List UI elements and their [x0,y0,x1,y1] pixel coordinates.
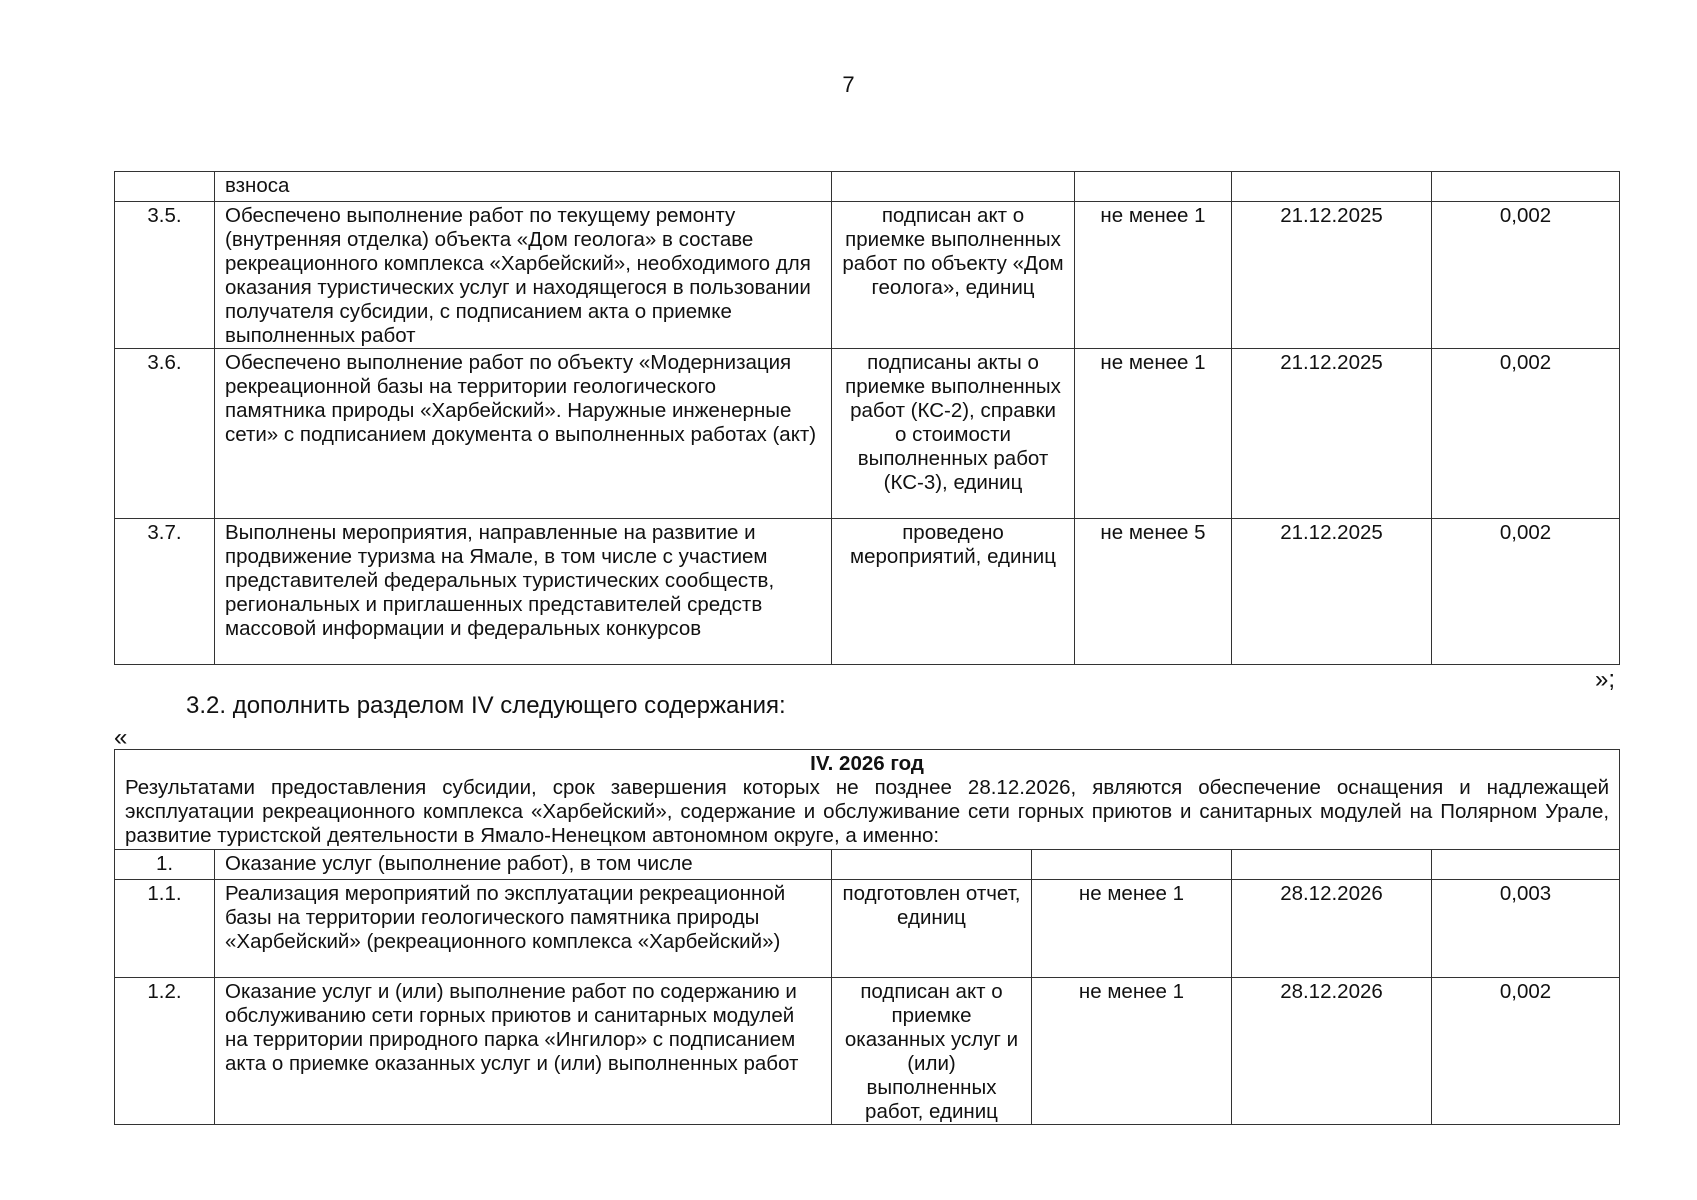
row-number: 1. [115,850,215,880]
deadline-date: 21.12.2025 [1232,519,1432,665]
indicator-name: подписан акт о приемке выполненных работ по объекту «Дом геолога», единиц [832,202,1075,349]
indicator-name: проведено мероприятий, единиц [832,519,1075,665]
indicator-name: подготовлен отчет, единиц [832,880,1032,978]
weight-coefficient: 0,002 [1432,519,1620,665]
section-title: IV. 2026 год [810,752,924,775]
result-description: Обеспечено выполнение работ по текущему ремонту (внутренняя отделка) объекта «Дом геолога» в составе рекреационного комплекса «Харбейский», необходимого для оказания туристических услуг и находящегося в пользовании получателя субсидии, с подписанием акта о приемке выполненных работ [215,202,832,349]
deadline-date: 28.12.2026 [1232,880,1432,978]
amendment-text: 3.2. дополнить разделом IV следующего содержания: [186,692,786,719]
row-number: 3.7. [115,519,215,665]
result-description: Оказание услуг (выполнение работ), в том числе [215,850,832,880]
row-number: 1.1. [115,880,215,978]
section-header-row [115,750,1620,850]
weight-coefficient [1432,172,1620,202]
section-intro: Результатами предоставления субсидии, срок завершения которых не позднее 28.12.2026, являются обеспечение оснащения и надлежащей эксплуатации рекреационного комплекса «Харбейский», содержание и обслуживание сети горных приютов и санитарных модулей на Полярном Урале, развитие туристской деятельности в Ямало-Ненецком автономном округе, а именно: [125,776,1610,847]
result-description: Реализация мероприятий по эксплуатации рекреационной базы на территории геологического памятника природы «Харбейский» (рекреационного комплекса «Харбейский») [215,880,832,978]
deadline-date: 28.12.2026 [1232,978,1432,1125]
result-description: Оказание услуг и (или) выполнение работ по содержанию и обслуживанию сети горных приютов и санитарных модулей на территории природного парка «Ингилор» с подписанием акта о приемке оказанных услуг и (или) выполненных работ [215,978,832,1125]
indicator-name: подписан акт о приемке оказанных услуг и (или) выполненных работ, единиц [832,978,1032,1125]
weight-coefficient: 0,002 [1432,202,1620,349]
indicator-value: не менее 5 [1075,519,1232,665]
indicator-value: не менее 1 [1075,349,1232,519]
result-description: Выполнены мероприятия, направленные на развитие и продвижение туризма на Ямале, в том числе с участием представителей федеральных туристических сообществ, региональных и приглашенных представителей средств массовой информации и федеральных конкурсов [215,519,832,665]
section-header [115,750,1620,850]
table-row [115,850,1620,880]
table-row [115,978,1620,1125]
page-number: 7 [842,72,855,97]
indicator-value: не менее 1 [1032,880,1232,978]
indicator-name: подписаны акты о приемке выполненных работ (КС-2), справки о стоимости выполненных работ (КС-3), единиц [832,349,1075,519]
result-description: взноса [215,172,832,202]
row-number: 3.6. [115,349,215,519]
indicator-value: не менее 1 [1032,978,1232,1125]
deadline-date: 21.12.2025 [1232,202,1432,349]
table-row [115,349,1620,519]
indicator-name [832,850,1032,880]
deadline-date: 21.12.2025 [1232,349,1432,519]
weight-coefficient: 0,002 [1432,978,1620,1125]
indicator-name [832,172,1075,202]
opening-quote: « [114,724,128,751]
deadline-date [1232,850,1432,880]
table-row [115,202,1620,349]
indicator-value [1075,172,1232,202]
closing-quote: »; [1595,666,1616,693]
results-table-continuation [114,171,1620,665]
table-row [115,519,1620,665]
indicator-value [1032,850,1232,880]
result-description: Обеспечено выполнение работ по объекту «Модернизация рекреационной базы на территории геологического памятника природы «Харбейский». Наружные инженерные сети» с подписанием документа о выполненных работах (акт) [215,349,832,519]
section-iv-table [114,749,1620,1125]
weight-coefficient [1432,850,1620,880]
weight-coefficient: 0,002 [1432,349,1620,519]
row-number: 3.5. [115,202,215,349]
weight-coefficient: 0,003 [1432,880,1620,978]
table-row [115,880,1620,978]
row-number: 1.2. [115,978,215,1125]
table-row [115,172,1620,202]
row-number [115,172,215,202]
indicator-value: не менее 1 [1075,202,1232,349]
deadline-date [1232,172,1432,202]
